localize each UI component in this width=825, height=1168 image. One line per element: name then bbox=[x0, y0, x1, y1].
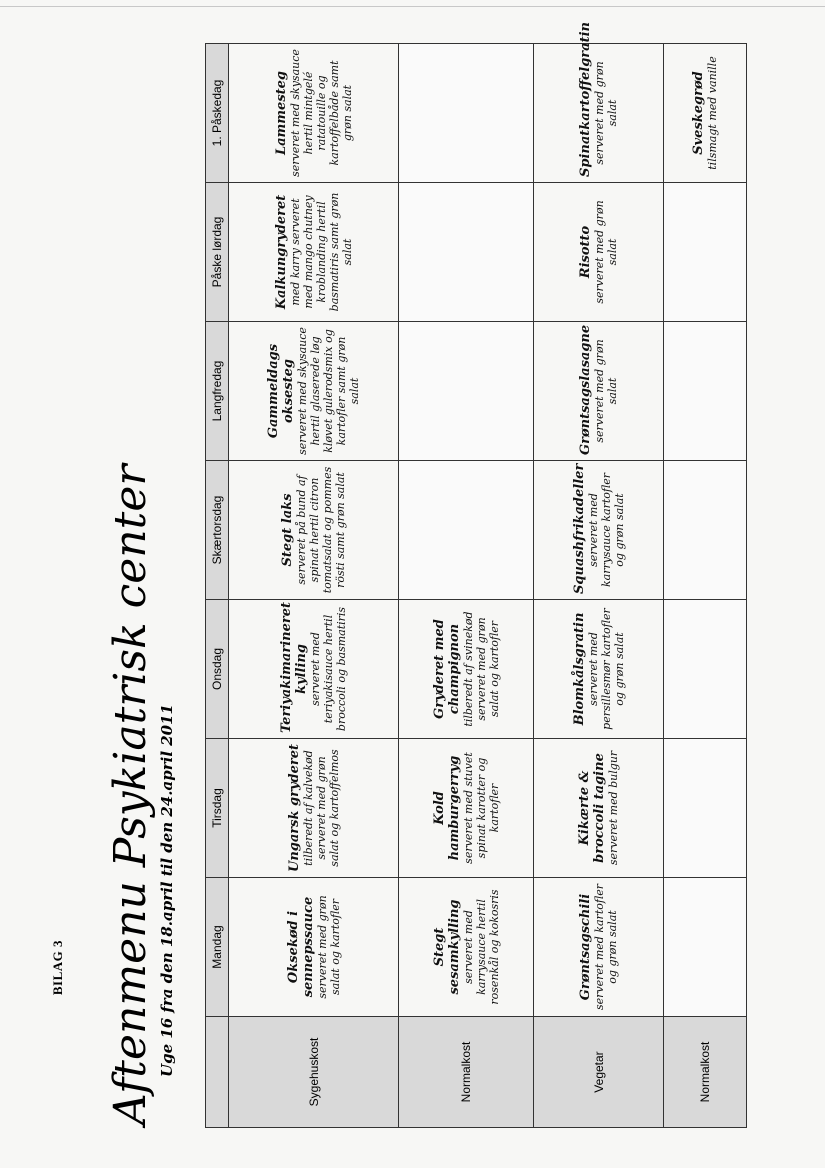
dish-description: serveret med grøn salat og kartofler bbox=[315, 895, 342, 999]
dish-description: serveret med bulgur bbox=[607, 750, 620, 866]
row-label: Sygehuskost bbox=[229, 1017, 399, 1128]
dish-name: Kikærte & broccoli tagine bbox=[577, 753, 607, 863]
dish-name: Ungarsk gryderet bbox=[286, 744, 302, 872]
dish-description: serveret med skysauce hertil mintgelé ratatouille og kartoffelbåde samt grøn salat bbox=[288, 49, 354, 177]
page-top-edge bbox=[0, 6, 825, 7]
dish-description: serveret med grøn salat bbox=[593, 61, 619, 165]
dish-name: Stegt laks bbox=[280, 493, 295, 567]
menu-cell bbox=[534, 322, 664, 461]
day-header: Tirsdag bbox=[206, 739, 229, 878]
dish-name: Lammesteg bbox=[273, 70, 289, 156]
dish-description: serveret med skysauce hertil glaserede løg kløvet gulerodsmix og kartofler samt grøn salat bbox=[296, 327, 361, 455]
day-header: Onsdag bbox=[206, 600, 229, 739]
day-header: Påske lørdag bbox=[206, 183, 229, 322]
menu-cell bbox=[534, 461, 664, 600]
empty-cell bbox=[664, 183, 747, 322]
menu-cell bbox=[399, 739, 534, 878]
empty-cell bbox=[399, 322, 534, 461]
empty-cell bbox=[664, 461, 747, 600]
dish-description: serveret med persillesmør kartofler og grøn salat bbox=[586, 608, 626, 730]
day-header: Mandag bbox=[206, 878, 229, 1017]
row-label: Vegetar bbox=[534, 1017, 664, 1128]
dish-name: Grøntsagschili bbox=[578, 893, 593, 1001]
empty-cell bbox=[664, 739, 747, 878]
table-row bbox=[229, 44, 399, 1128]
title-block bbox=[105, 464, 190, 1125]
dish-name: Teriyakimarineret kylling bbox=[279, 602, 309, 733]
menu-cell bbox=[229, 878, 399, 1017]
row-label: Normalkost bbox=[664, 1017, 747, 1128]
menu-cell bbox=[534, 22, 664, 183]
menu-cell bbox=[534, 183, 664, 322]
menu-cell bbox=[399, 600, 534, 739]
dish-name: Kold hamburgerryg bbox=[431, 755, 462, 861]
dish-description: serveret med grøn salat bbox=[593, 339, 619, 443]
menu-cell bbox=[229, 183, 399, 322]
appendix-label: BILAG 3 bbox=[50, 940, 65, 996]
dish-name: Sveskegrød bbox=[691, 71, 706, 155]
table-row bbox=[664, 44, 747, 1128]
dish-description: serveret med grøn salat bbox=[593, 200, 619, 304]
day-header: Langfredag bbox=[206, 322, 229, 461]
menu-cell bbox=[229, 739, 399, 878]
dish-name: Gammeldags oksesteg bbox=[266, 343, 296, 439]
dish-description: serveret med karrysauce hertil rosenkål og kokosris bbox=[461, 889, 501, 1005]
dish-name: Spinatkartoffelgratin bbox=[578, 22, 593, 177]
dish-name: Squashfrikadeller bbox=[571, 463, 587, 594]
menu-cell bbox=[534, 878, 664, 1017]
dish-name: Kalkungryderet bbox=[273, 194, 289, 310]
day-header: 1. Påskedag bbox=[206, 44, 229, 183]
dish-description: serveret med teriyakisauce hertil broccoli og basmatiris bbox=[309, 606, 348, 732]
header-corner bbox=[206, 1017, 229, 1128]
menu-cell bbox=[534, 739, 664, 878]
menu-cell bbox=[229, 600, 399, 739]
dish-name: Gryderet med champignon bbox=[431, 619, 462, 719]
dish-description: serveret med karrysauce kartofler og grøn salat bbox=[586, 472, 626, 588]
dish-description: tilsmagt med vanille bbox=[706, 56, 719, 170]
menu-cell bbox=[229, 322, 399, 461]
menu-cell bbox=[664, 44, 747, 183]
menu-cell bbox=[399, 878, 534, 1017]
empty-cell bbox=[664, 600, 747, 739]
empty-cell bbox=[399, 44, 534, 183]
day-header: Skærtorsdag bbox=[206, 461, 229, 600]
empty-cell bbox=[664, 322, 747, 461]
table-row bbox=[534, 44, 664, 1128]
empty-cell bbox=[399, 461, 534, 600]
dish-name: Oksekød i sennepssauce bbox=[285, 896, 316, 998]
dish-description: serveret med kartofler og grøn salat bbox=[593, 884, 619, 1010]
menu-table-container bbox=[205, 22, 730, 1128]
dish-name: Grøntsagslasagne bbox=[578, 324, 593, 455]
dish-description: serveret med stuvet spinat karotter og kartofler bbox=[461, 752, 501, 864]
page-title: Aftenmenu Psykiatrisk center bbox=[105, 464, 156, 1125]
dish-description: tilberedt af svinekød serveret med grøn salat og kartofler bbox=[461, 611, 501, 727]
dish-description: tilberedt af kalvekød serveret med grøn salat og kartoffelmos bbox=[301, 749, 341, 867]
header-row bbox=[206, 44, 229, 1128]
page-subtitle: Uge 16 fra den 18.april til den 24.april 2011 bbox=[158, 704, 176, 1077]
dish-description: med karry serveret med mango chutney kroblanding hertil basmatiris samt grøn salat bbox=[288, 192, 354, 312]
dish-name: Blomkålsgratin bbox=[571, 612, 587, 726]
row-label: Normalkost bbox=[399, 1017, 534, 1128]
dish-description: serveret på bund af spinat hertil citron tomatsalat og pommes rösti samt grøn salat bbox=[295, 466, 347, 594]
dish-name: Stegt sesamkylling bbox=[431, 899, 462, 995]
dish-name: Risotto bbox=[578, 225, 593, 279]
empty-cell bbox=[664, 878, 747, 1017]
menu-table bbox=[205, 22, 747, 1128]
menu-cell bbox=[229, 461, 399, 600]
menu-cell bbox=[534, 600, 664, 739]
empty-cell bbox=[399, 183, 534, 322]
table-row bbox=[399, 44, 534, 1128]
menu-cell bbox=[229, 44, 399, 183]
